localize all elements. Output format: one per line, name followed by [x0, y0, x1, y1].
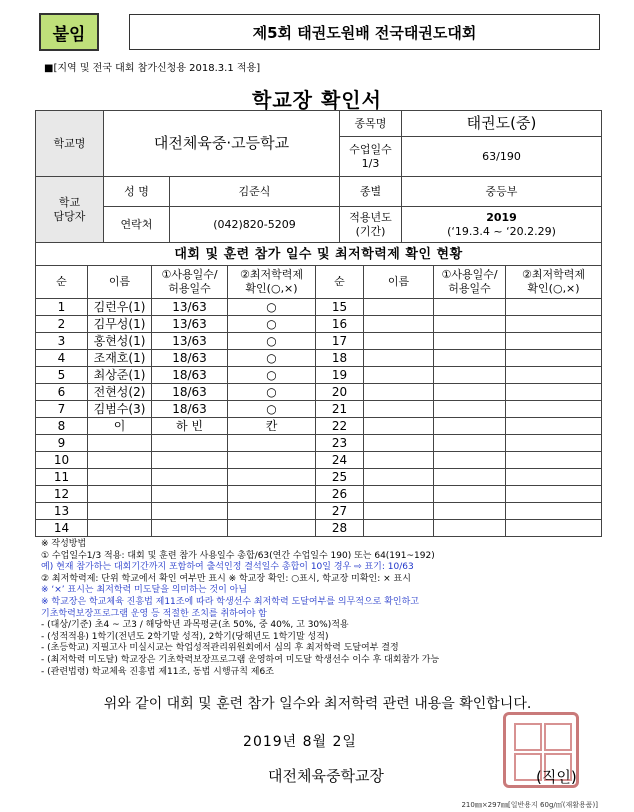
- used-days: 하 빈: [152, 418, 228, 435]
- notes-line: - (대상/기준) 초4 ~ 고3 / 해당학년 과목평균(초 50%, 중 40%, 고 30%)적용: [41, 620, 349, 631]
- sport-label: 종목명: [340, 111, 402, 137]
- notes-line: ※ ‘×’ 표시는 최저학력 미도달을 의미하는 것이 아님: [41, 585, 248, 596]
- days-label-line2: 1/3: [361, 156, 380, 170]
- row-number: 7: [36, 401, 88, 418]
- academic-check: 칸: [228, 418, 316, 435]
- athlete-name-right: [364, 435, 434, 452]
- athlete-name-right: [364, 333, 434, 350]
- academic-check-right: [506, 316, 602, 333]
- athlete-name-right: [364, 367, 434, 384]
- row-number-right: 15: [316, 299, 364, 316]
- row-number: 3: [36, 333, 88, 350]
- name-value: 김준식: [170, 177, 340, 207]
- academic-check: ○: [228, 401, 316, 418]
- row-number-right: 19: [316, 367, 364, 384]
- academic-check: [228, 503, 316, 520]
- roster-row: [36, 401, 602, 418]
- row-number-right: 28: [316, 520, 364, 537]
- notes-line: - (최저학력 미도달) 학교장은 기초학력보장프로그램 운영하여 미도달 학생선수 이수 후 대회참가 가능: [41, 654, 440, 665]
- confirmation-statement: 위와 같이 대회 및 훈련 참가 일수와 최저학력 관련 내용을 확인합니다.: [103, 696, 532, 712]
- academic-check-right: [506, 469, 602, 486]
- col-header-check-right: [506, 266, 602, 299]
- academic-check: ○: [228, 333, 316, 350]
- notes-line: ① 수업일수1/3 적용: 대회 및 훈련 참가 사용일수 총합/63(연간 수업일수 190) 또는 64(191~192): [41, 550, 435, 561]
- used-days-right: [434, 469, 506, 486]
- academic-check-right: [506, 503, 602, 520]
- notes-line: - (성적적용) 1학기(전년도 2학기말 성적), 2학기(당해년도 1학기말 성적): [41, 631, 329, 642]
- academic-check-right: [506, 367, 602, 384]
- roster-row: [36, 486, 602, 503]
- used-days-right: [434, 452, 506, 469]
- seal-label: (직인): [536, 768, 577, 786]
- row-number-right: 26: [316, 486, 364, 503]
- used-days: [152, 435, 228, 452]
- row-number-right: 27: [316, 503, 364, 520]
- athlete-name-right: [364, 384, 434, 401]
- year-value: [402, 207, 602, 243]
- used-days: [152, 486, 228, 503]
- col-header-name: 이름: [88, 266, 152, 299]
- athlete-name: 이: [88, 418, 152, 435]
- col-check-line1: ②최저학력제: [240, 267, 303, 281]
- used-days-right: [434, 503, 506, 520]
- row-number: 8: [36, 418, 88, 435]
- academic-check-right: [506, 452, 602, 469]
- athlete-name: 조재호(1): [88, 350, 152, 367]
- row-number-right: 25: [316, 469, 364, 486]
- principal-title: 대전체육중학교장: [268, 767, 384, 785]
- school-label: 학교명: [36, 111, 104, 177]
- notes-line: ※ 학교장은 학교체육 진흥법 제11조에 따라 학생선수 최저학력 도달여부를 의무적으로 확인하고: [41, 596, 419, 607]
- athlete-name: [88, 469, 152, 486]
- col-header-no-right: 순: [316, 266, 364, 299]
- col-header-name-right: 이름: [364, 266, 434, 299]
- paper-spec-footer: 210㎜×297㎜[일반용지 60g/㎡(재활용품)]: [461, 801, 598, 809]
- year-period: (‘19.3.4 ~ ‘20.2.29): [447, 224, 556, 238]
- school-name: 대전체육중·고등학교: [104, 111, 340, 177]
- academic-check-right: [506, 486, 602, 503]
- notes-heading: ※ 작성방법: [41, 539, 87, 549]
- roster-row: [36, 503, 602, 520]
- attachment-badge: 붙임: [39, 13, 99, 51]
- type-label: 종별: [340, 177, 402, 207]
- confirmation-date: 2019년 8월 2일: [243, 734, 357, 750]
- academic-check: ○: [228, 316, 316, 333]
- notes-line: - (초등학교) 지필고사 미실시교는 학업성적관리위원회에서 심의 후 최저학력 도달여부 결정: [41, 643, 399, 654]
- used-days-right: [434, 384, 506, 401]
- academic-check: [228, 520, 316, 537]
- row-number: 12: [36, 486, 88, 503]
- roster-row: [36, 384, 602, 401]
- athlete-name: [88, 520, 152, 537]
- used-days: [152, 503, 228, 520]
- athlete-name: 김무성(1): [88, 316, 152, 333]
- athlete-name: [88, 503, 152, 520]
- staff-label: [36, 177, 104, 243]
- col-header-days-right: [434, 266, 506, 299]
- athlete-name-right: [364, 299, 434, 316]
- academic-check: ○: [228, 299, 316, 316]
- school-days-label: [340, 137, 402, 177]
- contact-label: 연락처: [104, 207, 170, 243]
- athlete-name-right: [364, 350, 434, 367]
- athlete-name-right: [364, 503, 434, 520]
- athlete-name-right: [364, 520, 434, 537]
- used-days: 13/63: [152, 299, 228, 316]
- roster-row: [36, 316, 602, 333]
- athlete-name: 홍현성(1): [88, 333, 152, 350]
- athlete-name-right: [364, 316, 434, 333]
- contact-value: (042)820-5209: [170, 207, 340, 243]
- row-number: 11: [36, 469, 88, 486]
- col-header-days: [152, 266, 228, 299]
- academic-check: ○: [228, 367, 316, 384]
- used-days-right: [434, 401, 506, 418]
- row-number: 4: [36, 350, 88, 367]
- row-number-right: 17: [316, 333, 364, 350]
- roster-row: [36, 299, 602, 316]
- roster-row: [36, 418, 602, 435]
- col-header-no: 순: [36, 266, 88, 299]
- row-number: 2: [36, 316, 88, 333]
- used-days-right: [434, 316, 506, 333]
- type-value: 중등부: [402, 177, 602, 207]
- used-days-right: [434, 435, 506, 452]
- used-days: [152, 520, 228, 537]
- sport-value: 태권도(중): [402, 111, 602, 137]
- roster-row: [36, 520, 602, 537]
- roster-table: [35, 242, 602, 537]
- row-number: 5: [36, 367, 88, 384]
- col-header-check: [228, 266, 316, 299]
- staff-label-line1: 학교: [58, 195, 81, 209]
- athlete-name: 전현성(2): [88, 384, 152, 401]
- roster-row: [36, 435, 602, 452]
- athlete-name: 김범수(3): [88, 401, 152, 418]
- used-days-right: [434, 333, 506, 350]
- row-number: 14: [36, 520, 88, 537]
- academic-check: ○: [228, 384, 316, 401]
- year-label-line1: 적용년도: [349, 210, 392, 224]
- academic-check-right: [506, 333, 602, 350]
- roster-row: [36, 452, 602, 469]
- used-days-right: [434, 367, 506, 384]
- academic-check: [228, 435, 316, 452]
- athlete-name: [88, 452, 152, 469]
- roster-row: [36, 350, 602, 367]
- academic-check: [228, 452, 316, 469]
- staff-label-line2: 담당자: [53, 209, 86, 223]
- athlete-name: 김런우(1): [88, 299, 152, 316]
- row-number-right: 16: [316, 316, 364, 333]
- row-number-right: 22: [316, 418, 364, 435]
- year-label-line2: (기간): [355, 224, 386, 238]
- athlete-name: [88, 435, 152, 452]
- used-days: 13/63: [152, 333, 228, 350]
- row-number: 13: [36, 503, 88, 520]
- row-number-right: 24: [316, 452, 364, 469]
- event-title-box: 제5회 태권도원배 전국태권도대회: [129, 14, 600, 50]
- school-info-table: [35, 110, 602, 243]
- athlete-name-right: [364, 469, 434, 486]
- used-days: [152, 469, 228, 486]
- used-days-right: [434, 486, 506, 503]
- name-label: 성 명: [104, 177, 170, 207]
- athlete-name-right: [364, 452, 434, 469]
- row-number: 6: [36, 384, 88, 401]
- used-days-right: [434, 418, 506, 435]
- document-title: 학교장 확인서: [252, 88, 382, 112]
- academic-check-right: [506, 418, 602, 435]
- used-days: 18/63: [152, 350, 228, 367]
- athlete-name: 최상준(1): [88, 367, 152, 384]
- roster-row: [36, 333, 602, 350]
- notes-line: 기초학력보장프로그램 운영 등 적절한 조치를 취하여야 함: [41, 608, 267, 619]
- used-days: 13/63: [152, 316, 228, 333]
- application-note: ■[지역 및 전국 대회 참가신청용 2018.3.1 적용]: [44, 63, 261, 74]
- col-days-line2-right: 허용일수: [448, 282, 491, 295]
- academic-check-right: [506, 384, 602, 401]
- notes-line: ② 최저학력제: 단위 학교에서 확인 여부만 표시 ※ 학교장 확인: ○표시, 학교장 미확인: × 표시: [41, 573, 411, 584]
- academic-check-right: [506, 299, 602, 316]
- col-check-line1-right: ②최저학력제: [522, 267, 585, 281]
- col-check-line2: 확인(○,×): [245, 282, 298, 295]
- academic-check: [228, 486, 316, 503]
- academic-check: ○: [228, 350, 316, 367]
- notes-line: - (관련법령) 학교체육 진흥법 제11조, 동법 시행규칙 제6조: [41, 666, 274, 677]
- days-label-line1: 수업일수: [349, 142, 392, 156]
- athlete-name: [88, 486, 152, 503]
- used-days-right: [434, 299, 506, 316]
- academic-check-right: [506, 401, 602, 418]
- used-days: [152, 452, 228, 469]
- row-number: 10: [36, 452, 88, 469]
- col-check-line2-right: 확인(○,×): [527, 282, 580, 295]
- col-days-line1-right: ①사용일수/: [441, 267, 498, 281]
- roster-row: [36, 367, 602, 384]
- row-number-right: 20: [316, 384, 364, 401]
- used-days: 18/63: [152, 401, 228, 418]
- row-number-right: 18: [316, 350, 364, 367]
- used-days: 18/63: [152, 384, 228, 401]
- row-number: 9: [36, 435, 88, 452]
- academic-check-right: [506, 435, 602, 452]
- used-days: 18/63: [152, 367, 228, 384]
- used-days-right: [434, 350, 506, 367]
- col-days-line2: 허용일수: [168, 282, 211, 295]
- used-days-right: [434, 520, 506, 537]
- roster-body: [36, 299, 602, 537]
- writing-instructions: [41, 539, 601, 678]
- academic-check-right: [506, 350, 602, 367]
- notes-line: 예) 현재 참가하는 대회기간까지 포함하여 출석인정 결석일수 총합이 10일 경우 ⇨ 표기: 10/63: [41, 562, 414, 573]
- athlete-name-right: [364, 418, 434, 435]
- athlete-name-right: [364, 486, 434, 503]
- roster-row: [36, 469, 602, 486]
- row-number-right: 21: [316, 401, 364, 418]
- roster-section-title: 대회 및 훈련 참가 일수 및 최저학력제 확인 현황: [36, 243, 602, 266]
- row-number-right: 23: [316, 435, 364, 452]
- academic-check: [228, 469, 316, 486]
- col-days-line1: ①사용일수/: [161, 267, 218, 281]
- school-days-value: 63/190: [402, 137, 602, 177]
- year-number: 2019: [486, 210, 517, 224]
- athlete-name-right: [364, 401, 434, 418]
- row-number: 1: [36, 299, 88, 316]
- academic-check-right: [506, 520, 602, 537]
- year-label: [340, 207, 402, 243]
